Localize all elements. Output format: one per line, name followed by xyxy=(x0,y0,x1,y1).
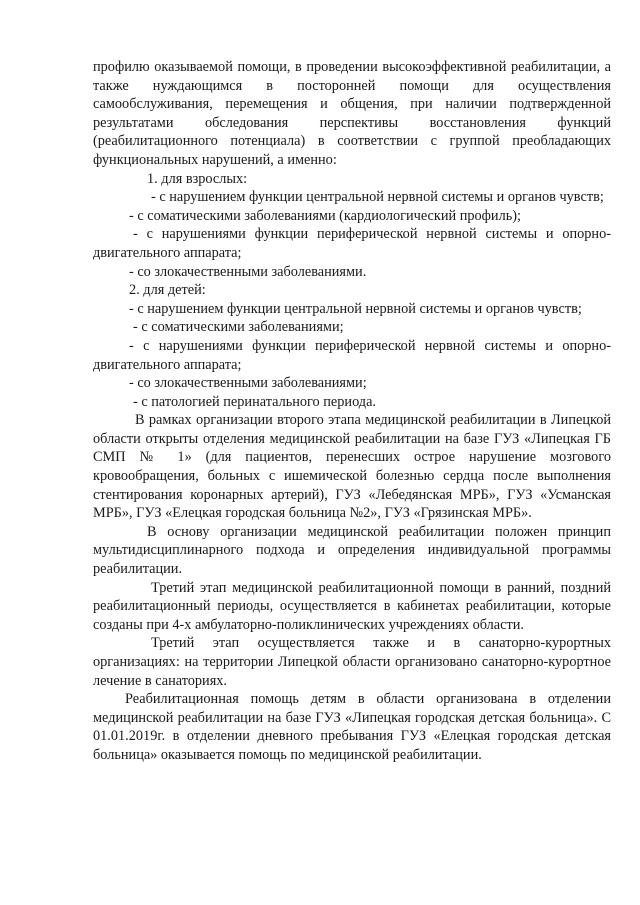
paragraph-third-stage: Третий этап медицинской реабилитационной помощи в ранний, поздний реабилитационный периоды, осуществляется в кабинетах реабилитации, которые созданы при 4-х амбулаторно-поликлинических учреждениях области. xyxy=(93,579,611,633)
list-item-children-somatic: - с соматическими заболеваниями; xyxy=(133,319,344,336)
paragraph-second-stage: В рамках организации второго этапа медицинской реабилитации в Липецкой области открыты отделения медицинской реабилитации на базе ГУЗ «Липецкая ГБ СМП № 1» (для пациентов, перенесших острое нарушение мозгового кровообращения, больных с ишемической болезнью сердца после выполнения стентирования коронарных артерий), ГУЗ «Лебедянская МРБ», ГУЗ «Усманская МРБ», ГУЗ «Елецкая городская больница №2», ГУЗ «Грязинская МРБ». xyxy=(93,412,611,522)
paragraph-children-rehab: Реабилитационная помощь детям в области организована в отделении медицинской реабилитации на базе ГУЗ «Липецкая городская детская больница». С 01.01.2019г. в отделении дневного пребывания ГУЗ «Елецкая городская детская больница» оказывается помощь по медицинской реабилитации. xyxy=(93,691,611,763)
list-item-adults-cns: - с нарушением функции центральной нервной системы и органов чувств; xyxy=(151,189,604,206)
list-item-children-peripheral: - с нарушениями функции периферической нервной системы и опорно-двигательного аппарата; xyxy=(93,337,611,373)
list-item-adults-peripheral: - с нарушениями функции периферической нервной системы и опорно-двигательного аппарата; xyxy=(93,226,611,261)
list-item-children-perinatal: - с патологией перинатального периода. xyxy=(133,393,376,410)
list-item-adults-somatic: - с соматическими заболеваниями (кардиологический профиль); xyxy=(129,207,521,224)
list-item-adults-oncology: - со злокачественными заболеваниями. xyxy=(129,263,367,280)
paragraph-sanatorium: Третий этап осуществляется также и в санаторно-курортных организациях: на территории Липецкой области организовано санаторно-курортное лечение в санаториях. xyxy=(93,635,611,689)
paragraph-multidisciplinary: В основу организации медицинской реабилитации положен принцип мультидисциплинарного подхода и определения индивидуальной программы реабилитации. xyxy=(93,523,611,578)
paragraph-intro: профилю оказываемой помощи, в проведении высокоэффективной реабилитации, а также нуждающимся в посторонней помощи для осуществления самообслуживания, перемещения и общения, при наличии подтвержденной результатами обследования перспективы восстановления функций (реабилитационного потенциала) в соответствии с группой преобладающих функциональных нарушений, а именно: xyxy=(93,59,611,168)
list-heading-adults: 1. для взрослых: xyxy=(147,170,248,187)
list-item-children-oncology: - со злокачественными заболеваниями; xyxy=(129,375,367,392)
list-heading-children: 2. для детей: xyxy=(129,282,206,299)
document-page xyxy=(93,58,611,765)
list-item-children-cns: - с нарушением функции центральной нервной системы и органов чувств; xyxy=(129,300,582,317)
